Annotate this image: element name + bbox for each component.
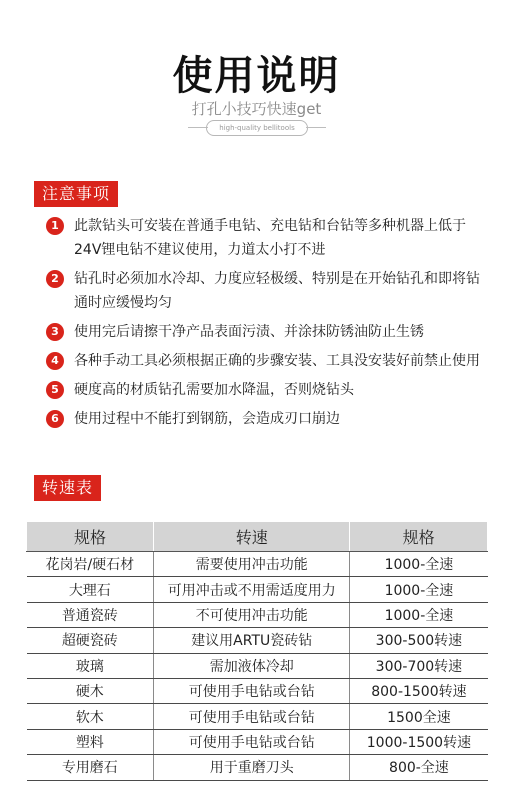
number-badge-icon: 1	[46, 217, 64, 235]
table-cell: 软木	[27, 704, 154, 729]
table-cell: 不可使用冲击功能	[154, 602, 350, 627]
column-header: 转速	[154, 522, 350, 552]
table-cell: 800-1500转速	[350, 678, 488, 703]
table-cell: 超硬瓷砖	[27, 628, 154, 653]
number-badge-icon: 4	[46, 352, 64, 370]
table-cell: 普通瓷砖	[27, 602, 154, 627]
table-row	[27, 653, 488, 678]
table-cell: 硬木	[27, 678, 154, 703]
number-badge-icon: 5	[46, 381, 64, 399]
notice-item	[44, 378, 484, 402]
tagline-badge	[192, 120, 322, 136]
notice-text: 钻孔时必须加水冷却、力度应轻极缓、特别是在开始钻孔和即将钻通时应缓慢均匀	[74, 271, 480, 311]
notice-item	[44, 407, 484, 431]
table-cell: 可使用手电钻或台钻	[154, 678, 350, 703]
number-badge-icon: 6	[46, 410, 64, 428]
table-cell: 300-700转速	[350, 653, 488, 678]
notice-text: 此款钻头可安装在普通手电钻、充电钻和台钻等多种机器上低于24V锂电钻不建议使用，力道太小打不进	[74, 218, 466, 258]
notice-item	[44, 320, 484, 344]
number-badge-icon: 2	[46, 270, 64, 288]
table-cell: 需要使用冲击功能	[154, 552, 350, 577]
column-header: 规格	[27, 522, 154, 552]
table-cell: 需加液体冷却	[154, 653, 350, 678]
table-cell: 800-全速	[350, 755, 488, 780]
table-cell: 可使用手电钻或台钻	[154, 704, 350, 729]
tagline-divider-right	[306, 127, 326, 128]
table-cell: 专用磨石	[27, 755, 154, 780]
notice-text: 硬度高的材质钻孔需要加水降温，否则烧钻头	[74, 382, 354, 398]
table-cell: 可使用手电钻或台钻	[154, 729, 350, 754]
speed-table	[26, 521, 488, 781]
table-row	[27, 552, 488, 577]
notice-text: 使用过程中不能打到钢筋，会造成刃口崩边	[74, 411, 340, 427]
table-cell: 1000-1500转速	[350, 729, 488, 754]
notice-item	[44, 349, 484, 373]
table-cell: 大理石	[27, 577, 154, 602]
column-header: 规格	[350, 522, 488, 552]
notice-text: 各种手动工具必须根据正确的步骤安装、工具没安装好前禁止使用	[74, 353, 480, 369]
table-row	[27, 729, 488, 754]
notice-list	[44, 214, 484, 436]
table-row	[27, 628, 488, 653]
page-title: 使用说明	[172, 53, 341, 99]
tagline-divider-left	[188, 127, 208, 128]
notice-text: 使用完后请擦干净产品表面污渍、并涂抹防锈油防止生锈	[74, 324, 424, 340]
table-row	[27, 577, 488, 602]
table-cell: 建议用ARTU瓷砖钻	[154, 628, 350, 653]
table-row	[27, 755, 488, 780]
notice-item	[44, 214, 484, 262]
number-badge-icon: 3	[46, 323, 64, 341]
notice-item	[44, 267, 484, 315]
notice-heading: 注意事项	[34, 181, 118, 207]
speed-table-heading: 转速表	[34, 475, 101, 501]
table-cell: 1000-全速	[350, 602, 488, 627]
table-cell: 1000-全速	[350, 552, 488, 577]
table-row	[27, 602, 488, 627]
table-cell: 用于重磨刀头	[154, 755, 350, 780]
page-subtitle: 打孔小技巧快速get	[191, 100, 322, 118]
table-cell: 花岗岩/硬石材	[27, 552, 154, 577]
tagline-text: high-quality bellitools	[206, 120, 308, 136]
table-row	[27, 678, 488, 703]
table-cell: 可用冲击或不用需适度用力	[154, 577, 350, 602]
table-cell: 300-500转速	[350, 628, 488, 653]
table-row	[27, 704, 488, 729]
table-cell: 玻璃	[27, 653, 154, 678]
table-cell: 1000-全速	[350, 577, 488, 602]
table-header-row	[27, 522, 488, 552]
table-cell: 塑料	[27, 729, 154, 754]
table-cell: 1500全速	[350, 704, 488, 729]
